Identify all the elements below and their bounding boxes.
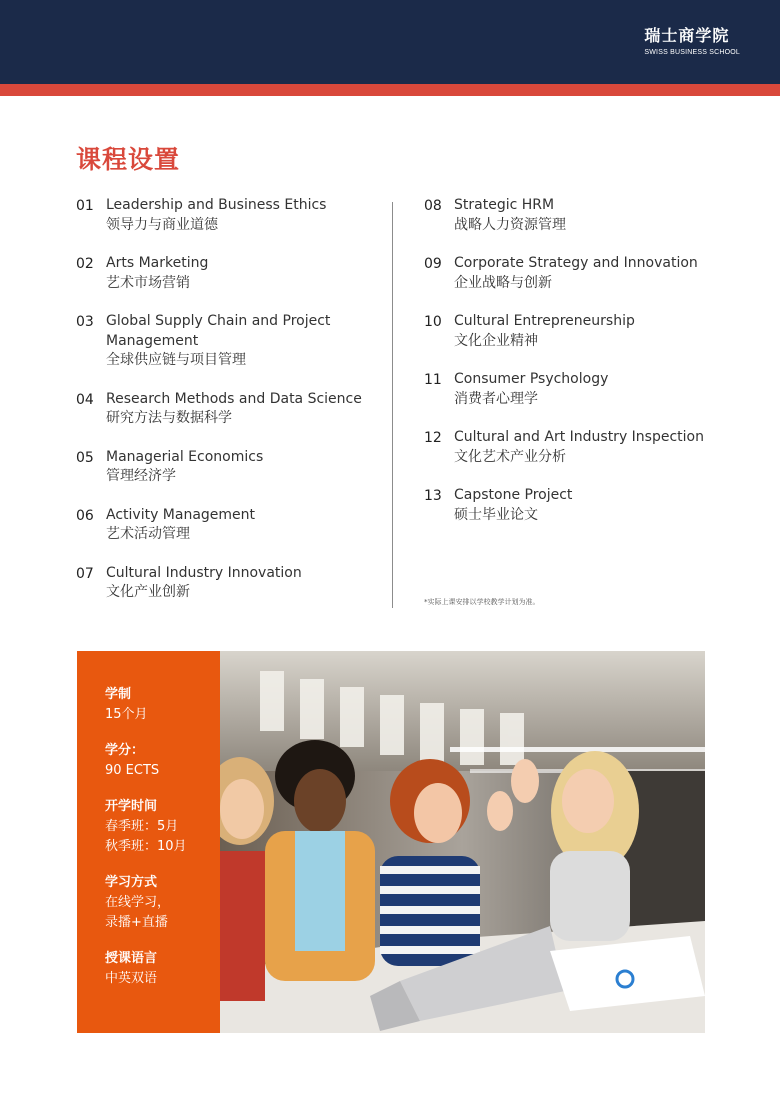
course-number: 01 bbox=[76, 198, 94, 214]
course-number: 06 bbox=[76, 507, 94, 524]
course-list-right bbox=[424, 196, 724, 544]
course-item bbox=[424, 428, 724, 467]
course-name-cn: 战略人力资源管理 bbox=[454, 216, 566, 233]
course-name-cn: 研究方法与数据科学 bbox=[106, 410, 232, 426]
course-number: 05 bbox=[76, 449, 94, 466]
course-number: 09 bbox=[424, 256, 442, 272]
credits-value: 90 ECTS bbox=[105, 763, 160, 778]
course-number: 03 bbox=[76, 314, 94, 330]
course-name-cn: 消费者心理学 bbox=[454, 390, 538, 407]
course-name-en: Leadership and Business Ethics bbox=[106, 197, 327, 213]
course-item bbox=[76, 312, 376, 371]
accent-stripe bbox=[0, 84, 780, 96]
page-title: 课程设置 bbox=[76, 145, 181, 174]
course-name-en: Cultural and Art Industry Inspection bbox=[454, 429, 704, 445]
program-info-panel bbox=[77, 651, 220, 1033]
course-name-en: Cultural Industry Innovation bbox=[106, 564, 302, 581]
credits-label: 学分： bbox=[105, 743, 145, 758]
mode-line1: 在线学习， bbox=[105, 895, 171, 910]
course-item bbox=[76, 196, 376, 235]
course-name-cn: 领导力与商业道德 bbox=[106, 216, 218, 233]
course-name-cn: 硕士毕业论文 bbox=[454, 506, 538, 523]
column-divider bbox=[392, 202, 393, 608]
course-name-cn: 全球供应链与项目管理 bbox=[106, 352, 246, 368]
header-bar bbox=[0, 0, 780, 84]
course-item bbox=[424, 370, 724, 409]
start-label: 开学时间 bbox=[105, 799, 158, 814]
students-illustration bbox=[220, 651, 705, 1033]
info-start bbox=[105, 797, 220, 857]
students-photo bbox=[220, 651, 705, 1033]
duration-label: 学制 bbox=[105, 687, 132, 702]
course-number: 04 bbox=[76, 391, 94, 408]
info-mode bbox=[105, 873, 220, 933]
course-item bbox=[424, 196, 724, 235]
course-name-en: Consumer Psychology bbox=[454, 371, 609, 387]
course-item bbox=[76, 254, 376, 293]
course-item bbox=[76, 506, 376, 545]
info-duration bbox=[105, 685, 220, 725]
logo-en: SWISS BUSINESS SCHOOL bbox=[644, 49, 740, 56]
course-item bbox=[76, 564, 376, 603]
course-name-cn: 文化艺术产业分析 bbox=[454, 448, 566, 465]
course-number: 02 bbox=[76, 256, 94, 272]
course-name-en: Corporate Strategy and Innovation bbox=[454, 255, 698, 271]
course-number: 07 bbox=[76, 565, 94, 582]
course-item bbox=[424, 254, 724, 293]
course-name-cn: 管理经济学 bbox=[106, 468, 176, 484]
info-language bbox=[105, 949, 220, 989]
course-item bbox=[424, 486, 724, 525]
course-item bbox=[424, 312, 724, 351]
course-name-en: Cultural Entrepreneurship bbox=[454, 313, 635, 329]
course-name-cn: 文化产业创新 bbox=[106, 584, 190, 600]
course-name-en: Capstone Project bbox=[454, 487, 573, 503]
course-name-cn: 艺术活动管理 bbox=[106, 526, 190, 542]
course-name-en: Activity Management bbox=[106, 506, 256, 523]
course-name-cn: 企业战略与创新 bbox=[454, 274, 552, 291]
course-name-en: Managerial Economics bbox=[106, 448, 264, 465]
start-spring: 春季班：5月 bbox=[105, 819, 179, 834]
course-name-en: Global Supply Chain and Project Management bbox=[106, 313, 331, 349]
course-name-cn: 文化企业精神 bbox=[454, 332, 538, 349]
language-value: 中英双语 bbox=[105, 971, 158, 986]
logo-cn: 瑞士商学院 bbox=[644, 26, 730, 45]
schedule-note: *实际上课安排以学校教学计划为准。 bbox=[424, 598, 540, 606]
duration-value: 15个月 bbox=[105, 707, 148, 722]
language-label: 授课语言 bbox=[105, 951, 158, 966]
course-name-cn: 艺术市场营销 bbox=[106, 274, 190, 291]
program-info-block bbox=[77, 651, 705, 1033]
course-item bbox=[76, 448, 376, 487]
course-name-en: Strategic HRM bbox=[454, 197, 555, 213]
logo[interactable] bbox=[644, 26, 740, 58]
mode-label: 学习方式 bbox=[105, 875, 158, 890]
course-name-en: Arts Marketing bbox=[106, 255, 209, 271]
course-item bbox=[76, 390, 376, 429]
course-number: 10 bbox=[424, 314, 442, 330]
start-autumn: 秋季班：10月 bbox=[105, 839, 187, 854]
info-credits bbox=[105, 741, 220, 781]
course-number: 08 bbox=[424, 198, 442, 214]
course-number: 12 bbox=[424, 430, 442, 446]
course-number: 11 bbox=[424, 372, 442, 388]
course-list-left bbox=[76, 196, 376, 622]
mode-line2: 录播+直播 bbox=[105, 915, 168, 930]
course-number: 13 bbox=[424, 488, 442, 504]
course-name-en: Research Methods and Data Science bbox=[106, 390, 362, 407]
